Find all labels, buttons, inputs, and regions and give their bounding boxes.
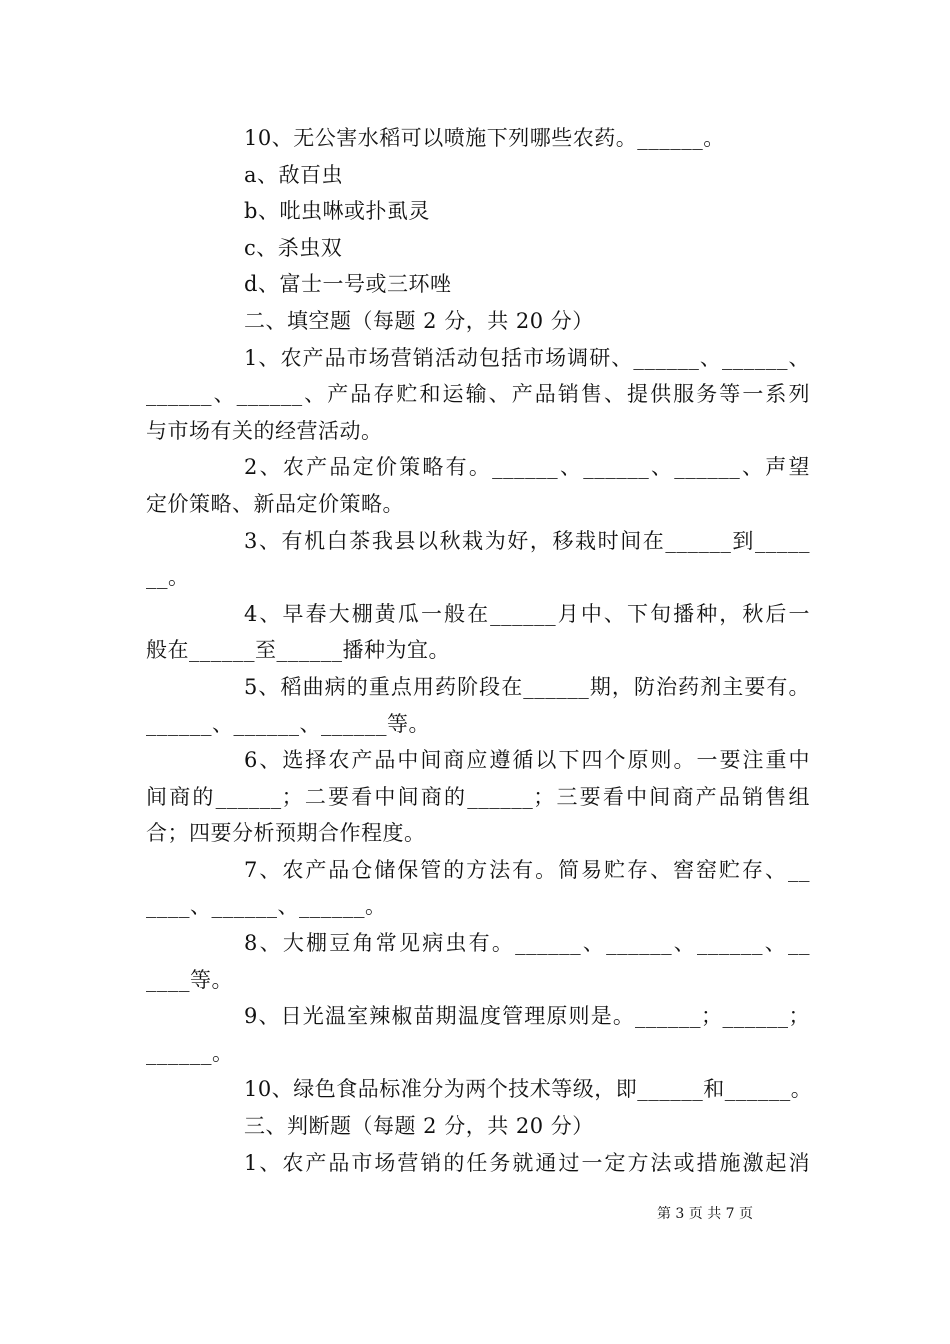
text-line: b、吡虫啉或扑虱灵 (244, 199, 430, 224)
text-line: d、富士一号或三环唑 (244, 272, 452, 297)
text-line: 6、选择农产品中间商应遵循以下四个原则。一要注重中 (244, 748, 810, 773)
text-line: c、杀虫双 (244, 235, 343, 260)
text-line: ____、______、______。 (146, 894, 387, 919)
text-line: 定价策略、新品定价策略。 (146, 491, 404, 516)
text-line: 合；四要分析预期合作程度。 (146, 821, 426, 846)
text-line: 二、填空题（每题 2 分，共 20 分） (244, 308, 594, 333)
page-footer (0, 1203, 950, 1223)
text-line: 3、有机白茶我县以秋栽为好，移栽时间在______到_____ (244, 528, 810, 553)
text-line: 4、早春大棚黄瓜一般在______月中、下旬播种，秋后一 (244, 601, 810, 626)
text-line: 10、无公害水稻可以喷施下列哪些农药。______。 (244, 126, 725, 150)
text-line: 8、大棚豆角常见病虫有。______、______、______、__ (244, 931, 810, 956)
text-line: 10、绿色食品标准分为两个技术等级，即______和______。 (244, 1077, 813, 1102)
text-line: 2、农产品定价策略有。______、______、______、声望 (244, 455, 810, 480)
text-line: ____等。 (146, 967, 233, 992)
document-body (146, 120, 813, 1181)
text-line: 1、农产品市场营销的任务就通过一定方法或措施激起消 (244, 1150, 810, 1175)
text-line: a、敌百虫 (244, 162, 344, 187)
text-line: ______、______、产品存贮和运输、产品销售、提供服务等一系列 (146, 382, 810, 407)
text-line: 般在______至______播种为宜。 (146, 638, 450, 663)
text-line: ______、______、______等。 (146, 711, 430, 736)
text-line: 间商的______；二要看中间商的______；三要看中间商产品销售组 (146, 784, 810, 809)
text-line: 与市场有关的经营活动。 (146, 418, 383, 443)
page-number: 第 3 页 共 7 页 (656, 1206, 754, 1222)
text-line: 9、日光温室辣椒苗期温度管理原则是。______；______； (244, 1004, 810, 1029)
text-line: 三、判断题（每题 2 分，共 20 分） (244, 1114, 594, 1139)
text-line: 7、农产品仓储保管的方法有。简易贮存、窖窑贮存、__ (244, 857, 810, 882)
text-line: 1、农产品市场营销活动包括市场调研、______、______、 (244, 345, 810, 370)
text-line: 5、稻曲病的重点用药阶段在______期，防治药剂主要有。 (244, 674, 810, 699)
text-line: ______。 (146, 1040, 234, 1065)
text-line: __。 (146, 565, 190, 590)
